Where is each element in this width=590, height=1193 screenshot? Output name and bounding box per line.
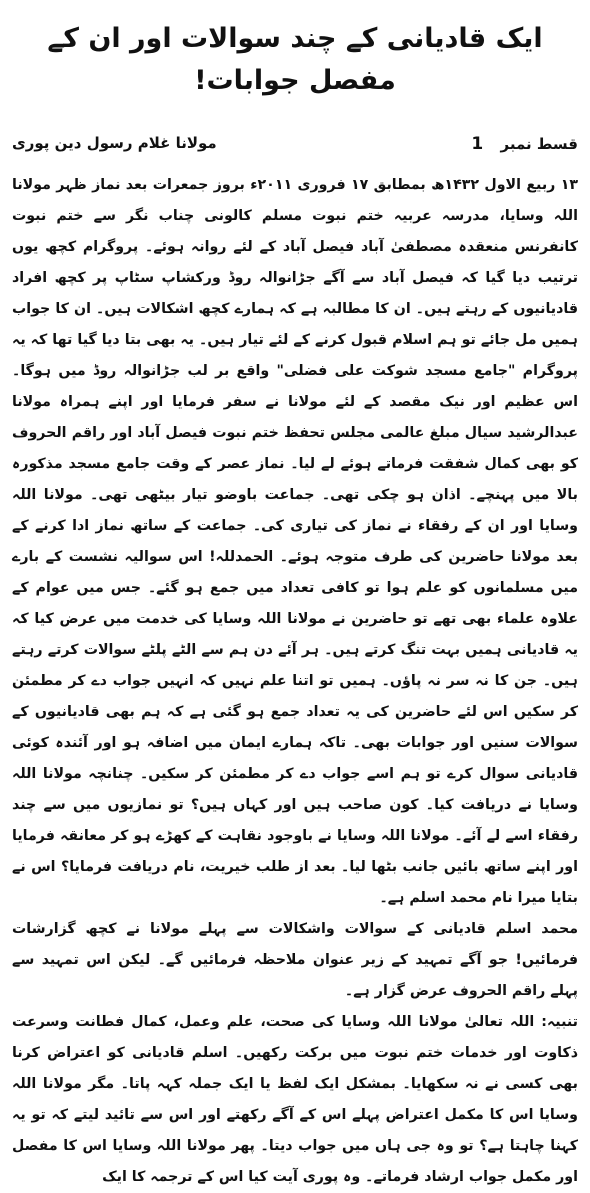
- installment-number: 1: [471, 134, 484, 154]
- paragraph: ۱۳ ربیع الاول ۱۴۳۲ھ بمطابق ۱۷ فروری ۲۰۱۱ء بروز جمعرات بعد نماز ظہر مولانا اللہ وسایا، مدرسہ عربیہ ختم نبوت مسلم کالونی چناب نگر سے ختم نبوت کانفرنس منعقدہ مصطفیٰ آباد فیصل آباد کے لئے روانہ ہوئے۔ پروگرام کچھ یوں ترتیب دیا گیا کہ فیصل آباد سے آگے جڑانوالہ روڈ ورکشاپ سٹاپ پر کچھ افراد قادیانیوں کے رہتے ہیں۔ ان کا مطالبہ ہے کہ ہمارے کچھ اشکالات ہیں۔ ان کا جواب ہمیں مل جائے تو ہم اسلام قبول کرنے کے لئے تیار ہیں۔ یہ بھی بتا دیا گیا تھا کہ یہ پروگرام "جامع مسجد شوکت علی فضلی" واقع بر لب جڑانوالہ روڈ میں ہوگا۔ اس عظیم اور نیک مقصد کے لئے مولانا نے سفر فرمایا اور اپنے ہمراہ مولانا عبدالرشید سیال مبلغ عالمی مجلس تحفظ ختم نبوت فیصل آباد اور راقم الحروف کو بھی کمال شفقت فرماتے ہوئے لے لیا۔ نماز عصر کے وقت جامع مسجد مذکورہ بالا میں پہنچے۔ اذان ہو چکی تھی۔ جماعت باوضو تیار بیٹھی تھی۔ مولانا اللہ وسایا اور ان کے رفقاء نے نماز کی تیاری کی۔ جماعت کے ساتھ نماز ادا کرنے کے بعد مولانا حاضرین کی طرف متوجہ ہوئے۔ الحمدللہ! اس سوالیہ نشست کے بارے میں مسلمانوں کو علم ہوا تو کافی تعداد میں جمع ہو گئے۔ جس میں عوام کے علاوہ علماء بھی تھے تو حاضرین نے مولانا اللہ وسایا کی خدمت میں عرض کیا کہ یہ قادیانی ہمیں بہت تنگ کرتے ہیں۔ ہر آئے دن ہم سے الٹے پلٹے سوالات کرتے رہتے ہیں۔ جن کا نہ سر نہ پاؤں۔ ہمیں تو اتنا علم نہیں کہ انہیں جواب دے کر مطمئن کر سکیں اس لئے حاضرین کی یہ تعداد جمع ہو گئی ہے کہ ہم بھی قادیانیوں کے سوالات سنیں اور جوابات بھی۔ تاکہ ہمارے ایمان میں اضافہ ہو اور آئندہ کوئی قادیانی سوال کرے تو ہم اسے جواب دے کر مطمئن کر سکیں۔ چنانچہ مولانا اللہ وسایا نے دریافت کیا۔ کون صاحب ہیں اور کہاں ہیں؟ تو نمازیوں میں سے چند رفقاء اسے لے آئے۔ مولانا اللہ وسایا نے باوجود نقاہت کے کھڑے ہو کر معانقہ فرمایا اور اپنے ساتھ بائیں جانب بٹھا لیا۔ بعد از طلب خیریت، نام دریافت فرمایا؟ اس نے بتایا میرا نام محمد اسلم ہے۔: [12, 177, 579, 906]
- paragraph: محمد اسلم قادیانی کے سوالات واشکالات سے پہلے مولانا نے کچھ گزارشات فرمائیں! جو آگے تمہید کے زیر عنوان ملاحظہ فرمائیں گے۔ لیکن اس تمہید سے پہلے راقم الحروف عرض گزار ہے۔: [12, 921, 578, 999]
- author-name: مولانا غلام رسول دین پوری: [12, 134, 217, 152]
- installment: [471, 134, 578, 154]
- installment-label: قسط نمبر: [500, 135, 578, 153]
- article-title: ایک قادیانی کے چند سوالات اور ان کے مفصل جوابات!: [47, 23, 543, 96]
- article-body: [12, 170, 578, 1193]
- article-meta: [12, 128, 578, 164]
- paragraph: تنبیہ: اللہ تعالیٰ مولانا اللہ وسایا کی صحت، علم وعمل، کمال فطانت وسرعت ذکاوت اور خدمات ختم نبوت میں برکت رکھیں۔ اسلم قادیانی کو اعتراض کرنا بھی کسی نے نہ سکھایا۔ بمشکل ایک لفظ یا ایک جملہ کہہ پاتا۔ مگر مولانا اللہ وسایا اس کا مکمل اعتراض پہلے اس کے آگے رکھتے اور اس سے تائید لیتے کہ تو یہ کہنا چاہتا ہے؟ تو وہ جی ہاں میں جواب دیتا۔ پھر مولانا اللہ وسایا اس کا مفصل اور مکمل جواب ارشاد فرماتے۔ وہ پوری آیت کیا اس کے ترجمہ کا ایک: [12, 1014, 578, 1185]
